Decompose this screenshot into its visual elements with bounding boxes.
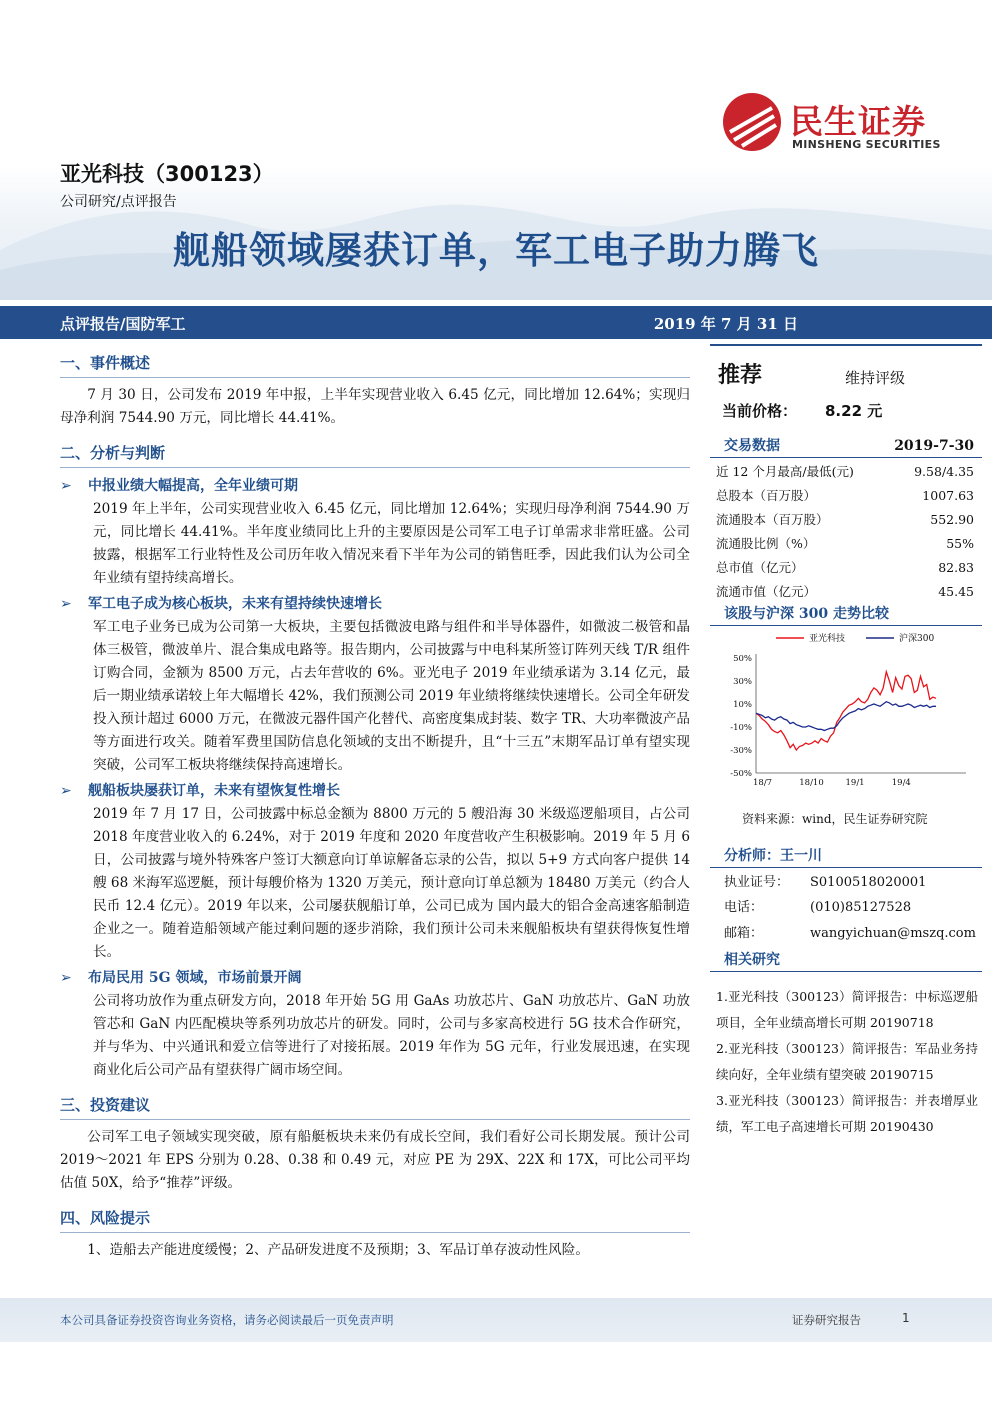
category-bar bbox=[0, 306, 992, 339]
trade-row: 流通股比例（%） 55% bbox=[716, 536, 974, 551]
footer bbox=[0, 1298, 992, 1342]
trade-row: 流通股本（百万股） 552.90 bbox=[716, 512, 974, 527]
chart-source: 资料来源：wind，民生证券研究院 bbox=[742, 812, 928, 826]
related-list bbox=[716, 984, 978, 1140]
paragraph: 公司军工电子领域实现突破，原有船艇板块未来仍有成长空间，我们看好公司长期发展。预计公司 2019～2021 年 EPS 分别为 0.28、0.38 和 0.49 元，对应 PE 为 29X、22X 和 17X，可比公司平均估值 50X，给予“推荐”评级。 bbox=[60, 1129, 690, 1191]
arrow-bullet-icon: ➢ bbox=[60, 783, 72, 799]
stock-name: 亚光科技（300123） bbox=[60, 162, 274, 186]
legend-label: 沪深300 bbox=[899, 634, 935, 644]
report-category: 点评报告/国防军工 bbox=[60, 315, 186, 333]
analyst-phone: 电话： (010)85127528 bbox=[724, 900, 912, 915]
paragraph: 2019 年上半年，公司实现营业收入 6.45 亿元，同比增加 12.64%；实现归母净利润 7544.90 万元，同比增长 44.41%。半年度业绩同比上升的主要原因是公司军工电子订单需求非常旺盛。公司披露，根据军工行业特性及公司历年收入情况来看下半年为公司的销售旺季，因此我们认为公司全年业绩有望持续高增长。 bbox=[93, 501, 690, 586]
footer-label: 证券研究报告 bbox=[792, 1313, 861, 1327]
report-subtype: 公司研究/点评报告 bbox=[60, 194, 177, 210]
y-tick-label: 10% bbox=[733, 700, 752, 710]
trade-row: 流通市值（亿元） 45.45 bbox=[716, 584, 974, 599]
price-comparison-chart bbox=[716, 628, 978, 818]
analyst-email: 邮箱： wangyichuan@mszq.com bbox=[724, 926, 976, 941]
trade-date: 2019-7-30 bbox=[894, 438, 974, 454]
y-tick-label: -10% bbox=[730, 723, 752, 733]
arrow-bullet-icon: ➢ bbox=[60, 478, 72, 494]
y-tick-label: 30% bbox=[733, 677, 752, 687]
related-item[interactable]: 1.亚光科技（300123）简评报告：中标巡逻船项目，全年业绩高增长可期 20190718 bbox=[716, 989, 978, 1030]
x-tick-label: 18/10 bbox=[799, 778, 824, 788]
series-line bbox=[756, 702, 936, 731]
page-number: 1 bbox=[902, 1311, 910, 1325]
arrow-bullet-icon: ➢ bbox=[60, 970, 72, 986]
analyst-heading: 分析师：王一川 bbox=[710, 844, 982, 868]
section-heading: 四、风险提示 bbox=[60, 1203, 690, 1233]
subheading: ➢ 舰船板块屡获订单，未来有望恢复性增长 bbox=[60, 779, 690, 803]
legend-label: 亚光科技 bbox=[809, 634, 846, 644]
related-heading: 相关研究 bbox=[710, 948, 982, 972]
brand-name-en: MINSHENG SECURITIES bbox=[792, 138, 941, 151]
section-heading: 二、分析与判断 bbox=[60, 438, 690, 468]
x-tick-label: 18/7 bbox=[753, 778, 773, 788]
rating-note: 维持评级 bbox=[845, 369, 906, 387]
subheading: ➢ 军工电子成为核心板块，未来有望持续快速增长 bbox=[60, 592, 690, 616]
trade-row: 总股本（百万股） 1007.63 bbox=[716, 488, 974, 503]
analyst-license: 执业证号： S0100518020001 bbox=[724, 875, 927, 890]
arrow-bullet-icon: ➢ bbox=[60, 596, 72, 612]
related-item[interactable]: 2.亚光科技（300123）简评报告：军品业务持续向好，全年业绩有望突破 20190715 bbox=[716, 1041, 978, 1082]
subheading: ➢ 中报业绩大幅提高，全年业绩可期 bbox=[60, 474, 690, 498]
brand-name-cn: 民生证券 bbox=[790, 102, 926, 141]
report-date: 2019 年 7 月 31 日 bbox=[653, 315, 798, 333]
minsheng-logo-icon bbox=[722, 92, 782, 152]
report-header bbox=[0, 0, 992, 300]
disclaimer: 本公司具备证券投资咨询业务资格，请务必阅读最后一页免责声明 bbox=[60, 1313, 394, 1327]
section-heading: 三、投资建议 bbox=[60, 1090, 690, 1120]
trade-data-heading: 交易数据 2019-7-30 bbox=[710, 434, 982, 458]
paragraph: 1、造船去产能进度缓慢；2、产品研发进度不及预期；3、军品订单存波动性风险。 bbox=[87, 1242, 589, 1258]
y-tick-label: -30% bbox=[730, 746, 752, 756]
paragraph: 7 月 30 日，公司发布 2019 年中报，上半年实现营业收入 6.45 亿元，同比增加 12.64%；实现归母净利润 7544.90 万元，同比增长 44.41%。 bbox=[60, 387, 690, 426]
rating: 推荐 bbox=[718, 363, 763, 388]
report-title: 舰船领域屡获订单，军工电子助力腾飞 bbox=[173, 229, 819, 272]
x-tick-label: 19/4 bbox=[891, 778, 911, 788]
related-item[interactable]: 3.亚光科技（300123）简评报告：并表增厚业绩，军工电子高速增长可期 20190430 bbox=[716, 1093, 978, 1134]
paragraph: 2019 年 7 月 17 日，公司披露中标总金额为 8800 万元的 5 艘沿海 30 米级巡逻船项目，占公司 2018 年度营业收入的 6.24%，对于 2019 年度和 2020 年度营收产生积极影响。2019 年 5 月 6 日，公司披露与境外特殊客户签订大额意向订单谅解备忘录的公告，拟以 5+9 方式向客户提供 14 艘 68 米海军巡逻艇，预计每艘价格为 1320 万美元，预计意向订单总额为 18480 万美元（约合人民币 12.4 亿元）。2019 年以来，公司屡获舰船订单，公司已成为 国内最大的铝合金高速客船制造企业之一。随着造船领域产能过剩问题的逐步消除，我们预计公司未来舰船板块有望获得恢复性增长。 bbox=[93, 806, 690, 960]
paragraph: 军工电子业务已成为公司第一大板块，主要包括微波电路与组件和半导体器件，如微波二极管和晶体三极管，微波单片、混合集成电路等。报告期内，公司披露与中电科某所签订阵列天线 T/R 组件订购合同，金额为 8500 万元，占去年营收的 6%。亚光电子 2019 年业绩承诺为 3.14 亿元，最后一期业绩承诺较上年大幅增长 42%，我们预测公司 2019 年业绩将继续快速增长。公司全年研发投入预计超过 6000 万元，在微波元器件国产化替代、高密度集成封装、数字 TR、大功率微波产品等方面进行攻关。随着军费里国防信息化领域的支出不断提升，且“十三五”末期军品订单有望实现突破，公司军工板块将继续保持高速增长。 bbox=[93, 619, 691, 773]
price-label: 当前价格： bbox=[722, 402, 798, 420]
chart-heading: 该股与沪深 300 走势比较 bbox=[710, 602, 982, 626]
subheading: ➢ 布局民用 5G 领域，市场前景开阔 bbox=[60, 966, 690, 990]
x-tick-label: 19/1 bbox=[845, 778, 865, 788]
y-tick-label: -50% bbox=[730, 769, 752, 779]
section-heading: 一、事件概述 bbox=[60, 348, 690, 378]
trade-row: 近 12 个月最高/最低(元) 9.58/4.35 bbox=[716, 464, 974, 479]
main-content bbox=[60, 348, 690, 1262]
paragraph: 公司将功放作为重点研发方向，2018 年开始 5G 用 GaAs 功放芯片、GaN 功放芯片、GaN 功放管芯和 GaN 内匹配模块等系列功放芯片的研发。同时，公司与多家高校进行 5G 技术合作研究，并与华为、中兴通讯和爱立信等进行了对接拓展。2019 年作为 5G 元年，行业发展迅速，在实现商业化后公司产品有望获得广阔市场空间。 bbox=[93, 993, 690, 1078]
rating-box bbox=[710, 344, 982, 426]
trade-row: 总市值（亿元） 82.83 bbox=[716, 560, 974, 575]
price-value: 8.22 元 bbox=[825, 402, 883, 420]
series-line bbox=[756, 672, 936, 750]
y-tick-label: 50% bbox=[733, 654, 752, 664]
